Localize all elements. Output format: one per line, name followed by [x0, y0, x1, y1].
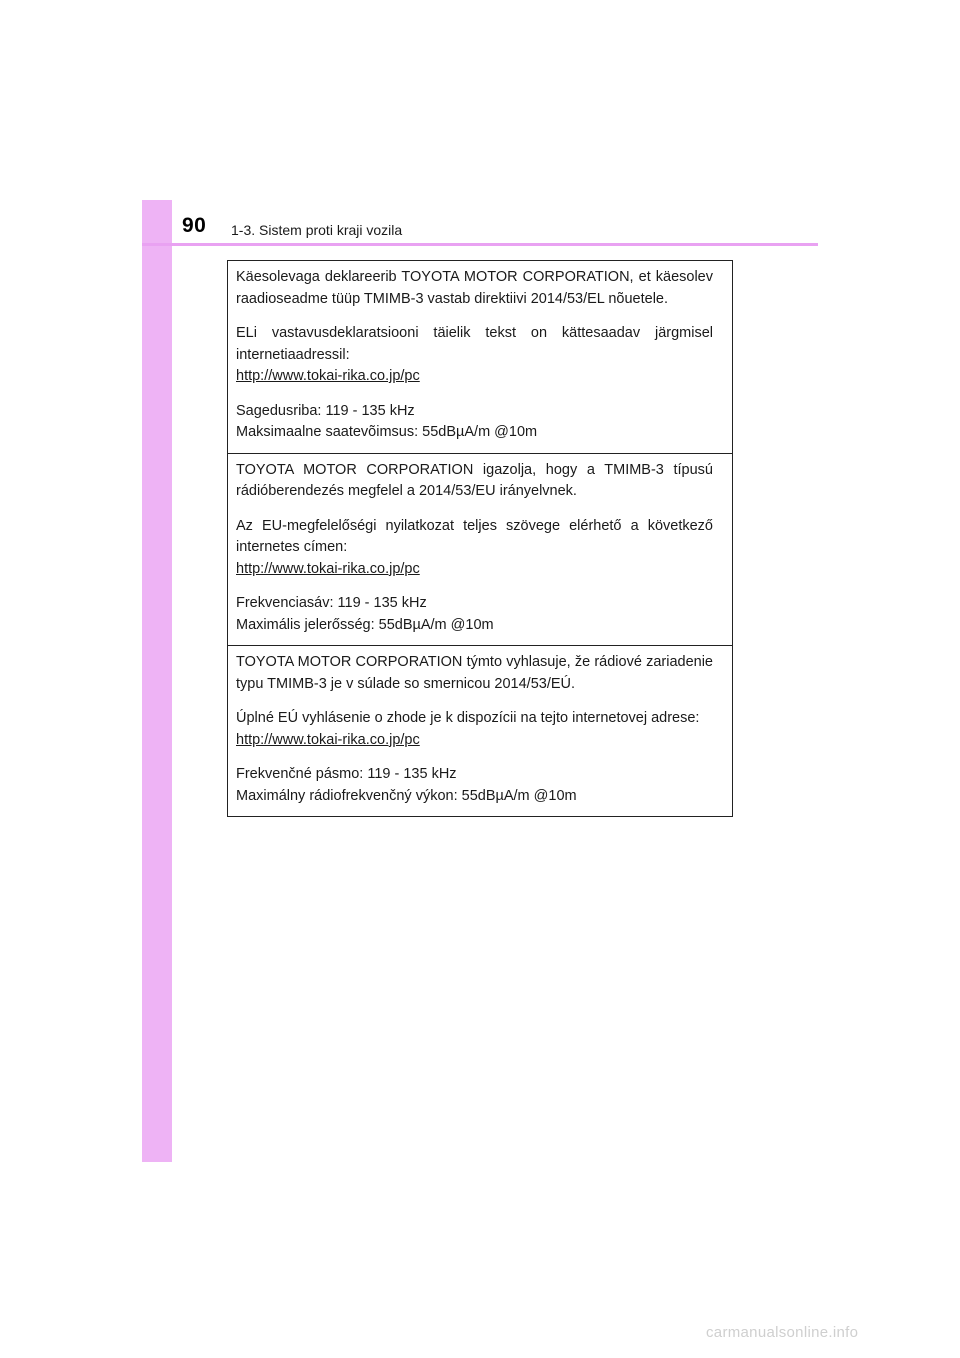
declaration-slovak [228, 646, 732, 816]
declaration-statement: TOYOTA MOTOR CORPORATION týmto vyhlasuje, že rádiové zariadenie typu TMIMB-3 je v súlade so smernicou 2014/53/EÚ. [236, 654, 713, 692]
declaration-statement: Käesolevaga deklareerib TOYOTA MOTOR CORPORATION, et käesolev raadioseadme tüüp TMIMB-3 vastab direktiivi 2014/53/EL nõuetele. [236, 269, 713, 307]
declaration-availability: Úplné EÚ vyhlásenie o zhode je k dispozícii na tejto internetovej adrese: [236, 710, 700, 726]
declaration-hungarian [228, 454, 732, 647]
side-color-band [142, 200, 172, 1162]
declaration-table [227, 260, 733, 817]
declaration-url-link[interactable]: http://www.tokai-rika.co.jp/pc [236, 560, 420, 577]
declaration-url-link[interactable]: http://www.tokai-rika.co.jp/pc [236, 731, 420, 748]
site-watermark: carmanualsonline.info [706, 1324, 859, 1341]
declaration-url-link[interactable]: http://www.tokai-rika.co.jp/pc [236, 368, 420, 384]
declaration-frequency: Sagedusriba: 119 - 135 kHz [236, 402, 415, 419]
declaration-frequency: Frekvenciasáv: 119 - 135 kHz [236, 595, 427, 611]
declaration-statement: TOYOTA MOTOR CORPORATION igazolja, hogy a TMIMB-3 típusú rádióberendezés megfelel a 2014/53/EU irányelvnek. [236, 461, 713, 499]
declaration-estonian [228, 261, 732, 454]
declaration-power: Maximálny rádiofrekvenčný výkon: 55dBµA/m @10m [236, 787, 577, 804]
declaration-availability: Az EU-megfelelőségi nyilatkozat teljes szövege elérhető a következő internetes címen: [236, 517, 713, 555]
declaration-power: Maksimaalne saatevõimsus: 55dBµA/m @10m [236, 424, 538, 440]
declaration-frequency: Frekvenčné pásmo: 119 - 135 kHz [236, 766, 457, 782]
declaration-power: Maximális jelerősség: 55dBµA/m @10m [236, 616, 494, 633]
page-number: 90 [182, 214, 207, 237]
header-divider [142, 243, 818, 246]
section-title: 1-3. Sistem proti kraji vozila [231, 222, 403, 238]
declaration-availability: ELi vastavusdeklaratsiooni täielik tekst on kättesaadav järgmisel internetiaadressil: [236, 325, 713, 363]
